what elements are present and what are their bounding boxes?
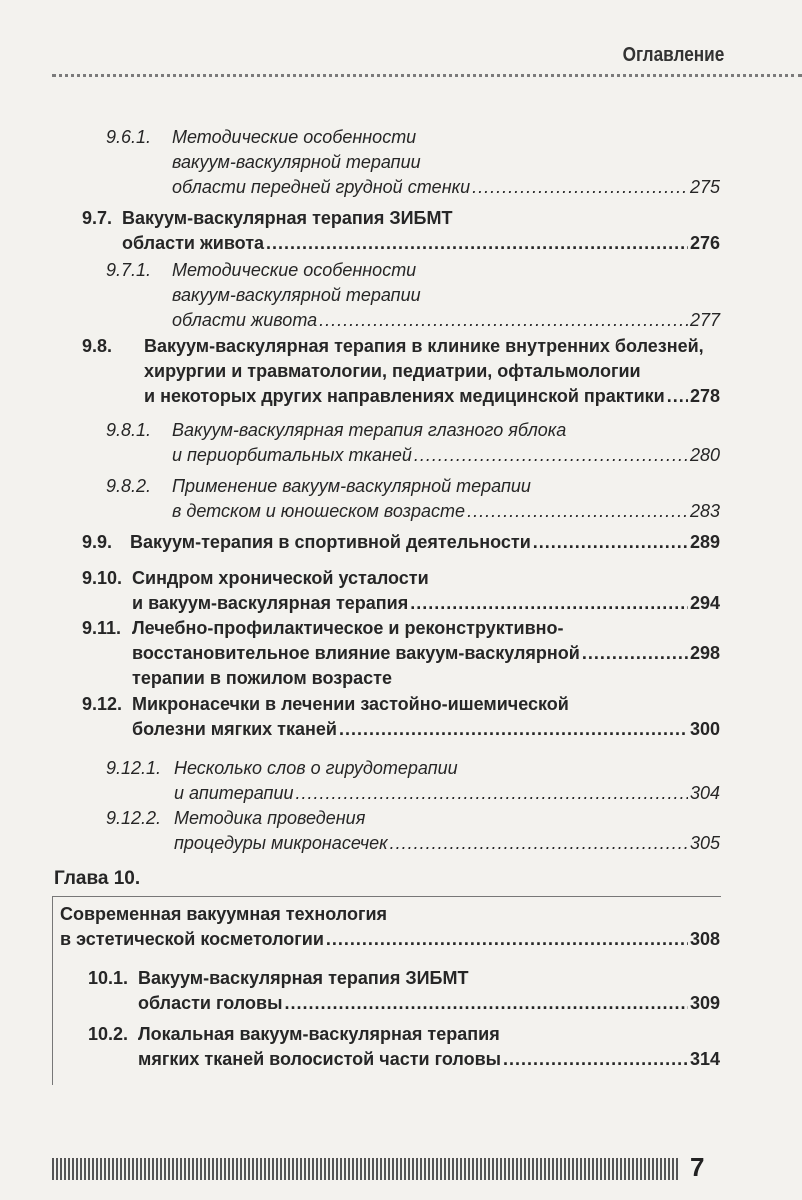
toc-entry-number: 9.10.: [82, 568, 123, 588]
toc-entry-number: 9.7.: [82, 208, 113, 228]
toc-entry-number: 9.11.: [82, 618, 122, 638]
toc-entry-9-9[interactable]: [82, 530, 720, 555]
toc-entry-title-line: хирургии и травматологии, педиатрии, офтальмологии: [144, 361, 641, 381]
toc-entry-9-12-2[interactable]: [106, 806, 720, 856]
toc-entry-title-line: вакуум-васкулярной терапии: [172, 285, 421, 305]
toc-entry-page: 298: [689, 643, 720, 663]
toc-entry-10-2[interactable]: [88, 1022, 720, 1072]
toc-entry-page: 294: [689, 593, 720, 613]
toc-entry-page: 289: [689, 532, 720, 552]
toc-entry-page: 276: [689, 233, 720, 253]
toc-entry-number: 9.8.: [82, 336, 113, 356]
page-number: 7: [690, 1152, 705, 1182]
footer-decorative-bars: [52, 1158, 680, 1180]
toc-entry-title-line: и вакуум-васкулярная терапия: [132, 593, 409, 613]
toc-entry-10-1[interactable]: [88, 966, 720, 1016]
toc-entry-number: 9.7.1.: [106, 260, 152, 280]
toc-dot-leader: [390, 831, 688, 856]
toc-entry-title-line: болезни мягких тканей: [132, 719, 337, 739]
toc-entry-number: 9.12.: [82, 694, 123, 714]
toc-entry-9-8-1[interactable]: [106, 418, 720, 468]
toc-entry-page: 308: [689, 929, 720, 949]
toc-entry-title-line: Вакуум-васкулярная терапия ЗИБМТ: [122, 208, 453, 228]
toc-entry-title-line: и некоторых других направлениях медицинской практики: [144, 386, 665, 406]
toc-entry-title-line: Вакуум-васкулярная терапия глазного яблока: [172, 420, 567, 440]
toc-entry-title-line: терапии в пожилом возрасте: [132, 668, 393, 688]
toc-entry-title-line: области живота: [172, 310, 318, 330]
toc-entry-9-12[interactable]: [82, 692, 720, 742]
toc-entry-number: 10.1.: [88, 968, 129, 988]
toc-dot-leader: [339, 717, 688, 742]
toc-entry-page: 280: [689, 445, 720, 465]
toc-entry-title-line: в эстетической косметологии: [60, 929, 324, 949]
toc-dot-leader: [467, 499, 688, 524]
toc-entry-number: 9.8.1.: [106, 420, 152, 440]
toc-dot-leader: [533, 530, 688, 555]
toc-dot-leader: [284, 991, 688, 1016]
toc-dot-leader: [410, 591, 688, 616]
toc-entry-9-11[interactable]: [82, 616, 720, 691]
toc-entry-9-8-2[interactable]: [106, 474, 720, 524]
toc-entry-page: 304: [689, 783, 720, 803]
toc-entry-title-line: вакуум-васкулярной терапии: [172, 152, 421, 172]
toc-dot-leader: [582, 641, 688, 666]
toc-dot-leader: [326, 927, 688, 952]
toc-entry-title-line: в детском и юношеском возрасте: [172, 501, 466, 521]
toc-entry-number: 9.6.1.: [106, 127, 152, 147]
toc-entry-title-line: Современная вакуумная технология: [60, 904, 388, 924]
toc-entry-title-line: Методические особенности: [172, 127, 417, 147]
toc-entry-title-line: Вакуум-васкулярная терапия ЗИБМТ: [138, 968, 469, 988]
toc-entry-9-12-1[interactable]: [106, 756, 720, 806]
toc-dot-leader: [503, 1047, 688, 1072]
page-header-title: Оглавление: [622, 44, 724, 66]
toc-entry-number: 9.12.1.: [106, 758, 162, 778]
toc-entry-page: 277: [689, 310, 720, 330]
toc-entry-9-8[interactable]: [82, 334, 720, 409]
toc-entry-title-line: Методические особенности: [172, 260, 417, 280]
toc-entry-page: 314: [689, 1049, 720, 1069]
toc-entry-title-line: и апитерапии: [174, 783, 294, 803]
toc-entry-title-line: области головы: [138, 993, 283, 1013]
toc-entry-number: 9.8.2.: [106, 476, 152, 496]
toc-entry-title-line: мягких тканей волосистой части головы: [138, 1049, 502, 1069]
toc-entry-title-line: Вакуум-васкулярная терапия в клинике внутренних болезней,: [144, 336, 704, 356]
chapter-label: Глава 10.: [54, 868, 141, 889]
toc-entry-page: 275: [689, 177, 720, 197]
toc-entry-9-7[interactable]: [82, 206, 720, 256]
toc-entry-title-line: и периорбитальных тканей: [172, 445, 412, 465]
toc-entry-title-line: Методика проведения: [174, 808, 366, 828]
toc-entry-title-line: области передней грудной стенки: [172, 177, 471, 197]
toc-entry-page: 283: [689, 501, 720, 521]
toc-entry-title-line: Несколько слов о гирудотерапии: [174, 758, 458, 778]
toc-entry-title-line: области живота: [122, 233, 265, 253]
toc-chapter-title[interactable]: [60, 902, 720, 952]
toc-entry-title-line: процедуры микронасечек: [174, 833, 388, 853]
toc-entry-page: 278: [689, 386, 720, 406]
toc-entry-9-7-1[interactable]: [106, 258, 720, 333]
toc-entry-page: 305: [689, 833, 720, 853]
toc-entry-title-line: Микронасечки в лечении застойно-ишемической: [132, 694, 569, 714]
toc-entry-title-line: восстановительное влияние вакуум-васкулярной: [132, 643, 580, 663]
toc-entry-number: 10.2.: [88, 1024, 129, 1044]
toc-dot-leader: [667, 384, 688, 409]
toc-entry-title-line: Вакуум-терапия в спортивной деятельности: [130, 532, 531, 552]
toc-entry-number: 9.12.2.: [106, 808, 162, 828]
header-dotted-rule: [52, 74, 802, 77]
toc-entry-title-line: Локальная вакуум-васкулярная терапия: [138, 1024, 500, 1044]
toc-dot-leader: [319, 308, 688, 333]
toc-entry-9-6-1[interactable]: [106, 125, 720, 200]
toc-entry-9-10[interactable]: [82, 566, 720, 616]
toc-dot-leader: [266, 231, 688, 256]
toc-entry-page: 309: [689, 993, 720, 1013]
toc-dot-leader: [472, 175, 688, 200]
toc-entry-title-line: Синдром хронической усталости: [132, 568, 429, 588]
toc-entry-title-line: Применение вакуум-васкулярной терапии: [172, 476, 531, 496]
toc-entry-title-line: Лечебно-профилактическое и реконструктивно-: [132, 618, 564, 638]
toc-dot-leader: [296, 781, 688, 806]
toc-entry-number: 9.9.: [82, 532, 113, 552]
toc-dot-leader: [414, 443, 688, 468]
toc-entry-page: 300: [689, 719, 720, 739]
